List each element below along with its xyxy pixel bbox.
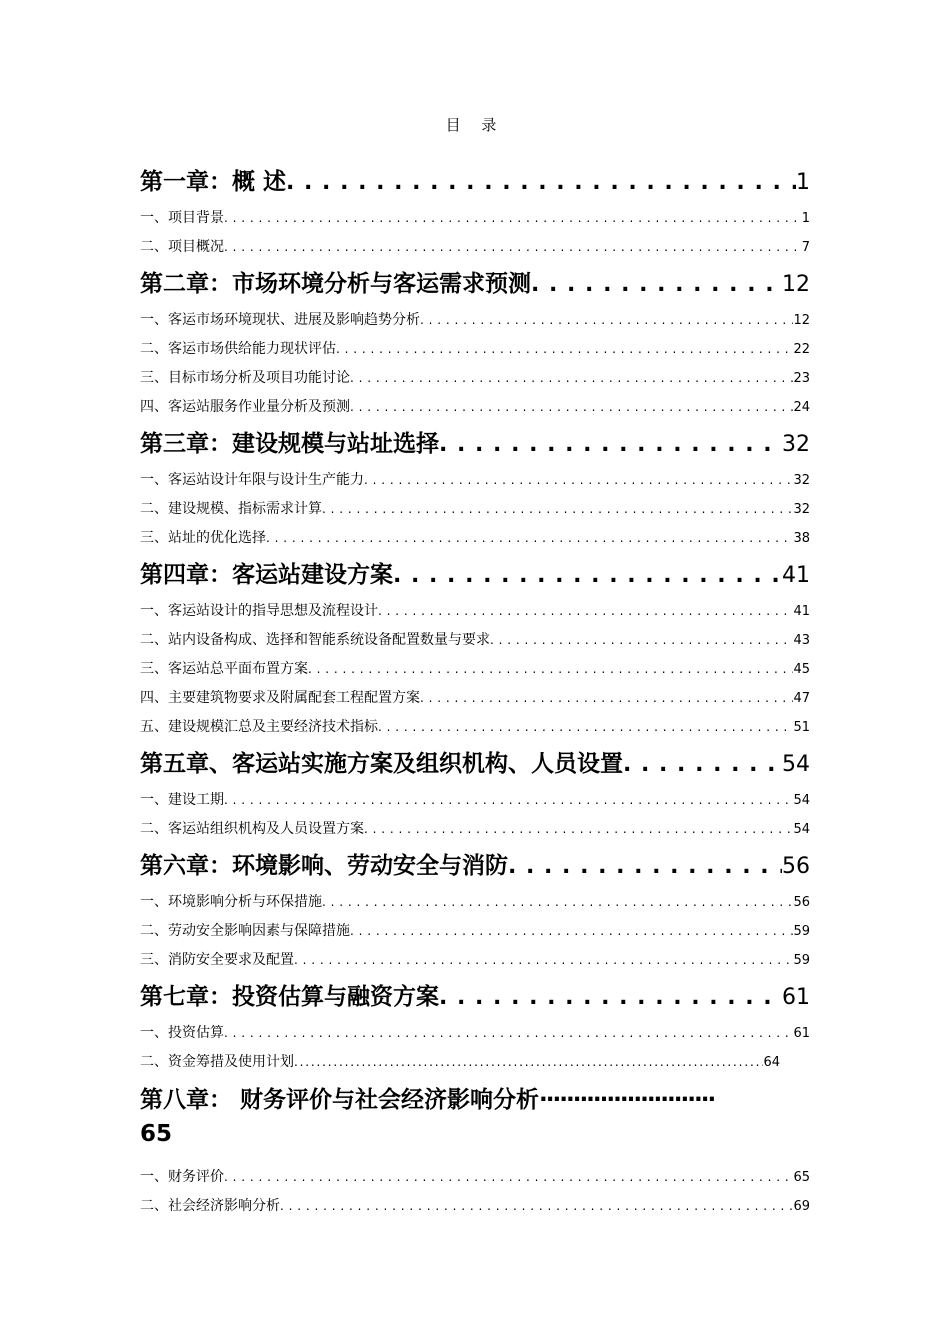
dot-leader xyxy=(266,524,793,553)
dot-leader xyxy=(439,423,782,466)
toc-section[interactable] xyxy=(140,495,810,524)
toc-label: 第五章、客运站实施方案及组织机构、人员设置 xyxy=(140,751,623,777)
toc-page-number: 54 xyxy=(782,752,810,777)
toc-label: 第八章： 财务评价与社会经济影响分析 xyxy=(140,1087,540,1113)
dot-leader xyxy=(364,466,793,495)
toc-label: 第二章：市场环境分析与客运需求预测 xyxy=(140,271,531,297)
toc-section[interactable] xyxy=(140,684,810,713)
toc-label: 第六章：环境影响、劳动安全与消防 xyxy=(140,853,508,879)
dot-leader xyxy=(336,335,793,364)
toc-page-number: 1 xyxy=(801,211,810,226)
toc-label: 五、建设规模汇总及主要经济技术指标 xyxy=(140,719,378,735)
toc-page-number: 41 xyxy=(793,604,810,619)
toc-page-number: 24 xyxy=(793,400,810,415)
toc-section[interactable] xyxy=(140,713,810,742)
toc-page-number: 45 xyxy=(793,662,810,677)
toc-page-number: 59 xyxy=(793,924,810,939)
toc-label: 二、客运站组织机构及人员设置方案 xyxy=(140,821,364,837)
toc-section[interactable] xyxy=(140,597,810,626)
dot-leader xyxy=(224,1019,793,1048)
toc-section[interactable] xyxy=(140,524,810,553)
toc-page-number: 59 xyxy=(793,953,810,968)
dot-leader xyxy=(322,888,793,917)
toc-section[interactable] xyxy=(140,466,810,495)
dot-leader: ·························· xyxy=(539,1087,715,1113)
toc-section[interactable] xyxy=(140,917,810,946)
toc-page-number: 56 xyxy=(793,895,810,910)
toc-label: 一、环境影响分析与环保措施 xyxy=(140,894,322,910)
toc-page-number: 32 xyxy=(793,473,810,488)
dot-leader xyxy=(531,263,782,306)
toc-page-number: 38 xyxy=(793,531,810,546)
dot-leader xyxy=(378,597,793,626)
toc-section[interactable] xyxy=(140,786,810,815)
dot-leader xyxy=(350,393,793,422)
dot-leader xyxy=(224,1163,793,1192)
dot-leader xyxy=(420,306,793,335)
toc-page-number: 23 xyxy=(793,371,810,386)
toc-page-number: 61 xyxy=(793,1026,810,1041)
toc-chapter-1[interactable] xyxy=(140,160,810,204)
toc-page-number: 54 xyxy=(793,822,810,837)
dot-leader xyxy=(364,815,793,844)
toc-label: 第四章：客运站建设方案 xyxy=(140,562,393,588)
toc-label: 一、财务评价 xyxy=(140,1169,224,1185)
dot-leader xyxy=(224,786,793,815)
toc-label: 三、站址的优化选择 xyxy=(140,530,266,546)
dot-leader xyxy=(420,684,793,713)
toc-label: 一、客运站设计的指导思想及流程设计 xyxy=(140,603,378,619)
toc-page-number: 65 xyxy=(140,1121,173,1147)
toc-section[interactable] xyxy=(140,335,810,364)
toc-label: 一、客运市场环境现状、进展及影响趋势分析 xyxy=(140,312,420,328)
toc-label: 一、项目背景 xyxy=(140,210,224,226)
toc-page-number: 54 xyxy=(793,793,810,808)
toc-chapter-7[interactable] xyxy=(140,975,810,1019)
toc-label: 四、主要建筑物要求及附属配套工程配置方案 xyxy=(140,690,420,706)
toc-label: 一、投资估算 xyxy=(140,1025,224,1041)
dot-leader xyxy=(224,233,802,262)
toc-section[interactable] xyxy=(140,888,810,917)
toc-section[interactable] xyxy=(140,204,810,233)
dot-leader xyxy=(280,1192,793,1221)
toc-label: 二、劳动安全影响因素与保障措施 xyxy=(140,923,350,939)
table-of-contents xyxy=(140,160,810,1221)
toc-chapter-3[interactable] xyxy=(140,422,810,466)
toc-page-number: 65 xyxy=(793,1170,810,1185)
toc-label: 一、客运站设计年限与设计生产能力 xyxy=(140,472,364,488)
toc-page-number: 51 xyxy=(793,720,810,735)
toc-page-number: 12 xyxy=(782,272,810,297)
toc-label: 二、站内设备构成、选择和智能系统设备配置数量与要求 xyxy=(140,632,490,648)
dot-leader xyxy=(294,1048,763,1077)
toc-label: 二、客运市场供给能力现状评估 xyxy=(140,341,336,357)
toc-label: 二、建设规模、指标需求计算 xyxy=(140,501,322,517)
toc-section[interactable] xyxy=(140,946,810,975)
dot-leader xyxy=(350,917,793,946)
toc-page-number: 32 xyxy=(782,432,810,457)
dot-leader xyxy=(439,976,782,1019)
toc-section[interactable] xyxy=(140,626,810,655)
toc-label: 一、建设工期 xyxy=(140,792,224,808)
toc-section[interactable] xyxy=(140,1019,810,1048)
dot-leader xyxy=(378,713,793,742)
toc-section[interactable] xyxy=(140,233,810,262)
toc-chapter-2[interactable] xyxy=(140,262,810,306)
dot-leader xyxy=(322,495,793,524)
toc-page-number: 56 xyxy=(782,854,810,879)
toc-page-number: 1 xyxy=(796,170,810,195)
toc-label: 二、项目概况 xyxy=(140,239,224,255)
toc-page-number: 41 xyxy=(782,563,810,588)
toc-page-number: 12 xyxy=(793,313,810,328)
toc-section[interactable] xyxy=(140,393,810,422)
toc-section[interactable] xyxy=(140,1192,810,1221)
toc-section[interactable] xyxy=(140,1048,780,1077)
toc-section[interactable] xyxy=(140,1163,810,1192)
toc-label: 四、客运站服务作业量分析及预测 xyxy=(140,399,350,415)
toc-page-number: 69 xyxy=(793,1199,810,1214)
dot-leader xyxy=(224,204,802,233)
toc-label: 第三章：建设规模与站址选择 xyxy=(140,431,439,457)
toc-page-number: 61 xyxy=(782,985,810,1010)
toc-page-number: 64 xyxy=(763,1055,780,1070)
toc-section[interactable] xyxy=(140,364,810,393)
toc-section[interactable] xyxy=(140,815,810,844)
dot-leader xyxy=(286,161,796,204)
toc-chapter-8[interactable] xyxy=(140,1077,810,1151)
dot-leader xyxy=(623,743,782,786)
dot-leader xyxy=(350,364,793,393)
toc-section[interactable] xyxy=(140,655,810,684)
toc-chapter-5[interactable] xyxy=(140,742,810,786)
toc-page-number: 47 xyxy=(793,691,810,706)
toc-label: 三、目标市场分析及项目功能讨论 xyxy=(140,370,350,386)
toc-page-number: 32 xyxy=(793,502,810,517)
toc-title: 目 录 xyxy=(445,116,505,134)
toc-page-number: 43 xyxy=(793,633,810,648)
toc-page-number: 7 xyxy=(801,240,810,255)
toc-label: 第七章：投资估算与融资方案 xyxy=(140,984,439,1010)
toc-label: 三、客运站总平面布置方案 xyxy=(140,661,308,677)
toc-page-number: 22 xyxy=(793,342,810,357)
dot-leader xyxy=(294,946,793,975)
toc-label: 二、资金筹措及使用计划 xyxy=(140,1054,294,1070)
toc-chapter-6[interactable] xyxy=(140,844,810,888)
dot-leader xyxy=(393,554,782,597)
toc-label: 三、消防安全要求及配置 xyxy=(140,952,294,968)
toc-label: 二、社会经济影响分析 xyxy=(140,1198,280,1214)
dot-leader xyxy=(308,655,793,684)
toc-label: 第一章：概 述 xyxy=(140,169,287,195)
toc-section[interactable] xyxy=(140,306,810,335)
toc-chapter-4[interactable] xyxy=(140,553,810,597)
dot-leader xyxy=(508,845,782,888)
dot-leader xyxy=(490,626,793,655)
